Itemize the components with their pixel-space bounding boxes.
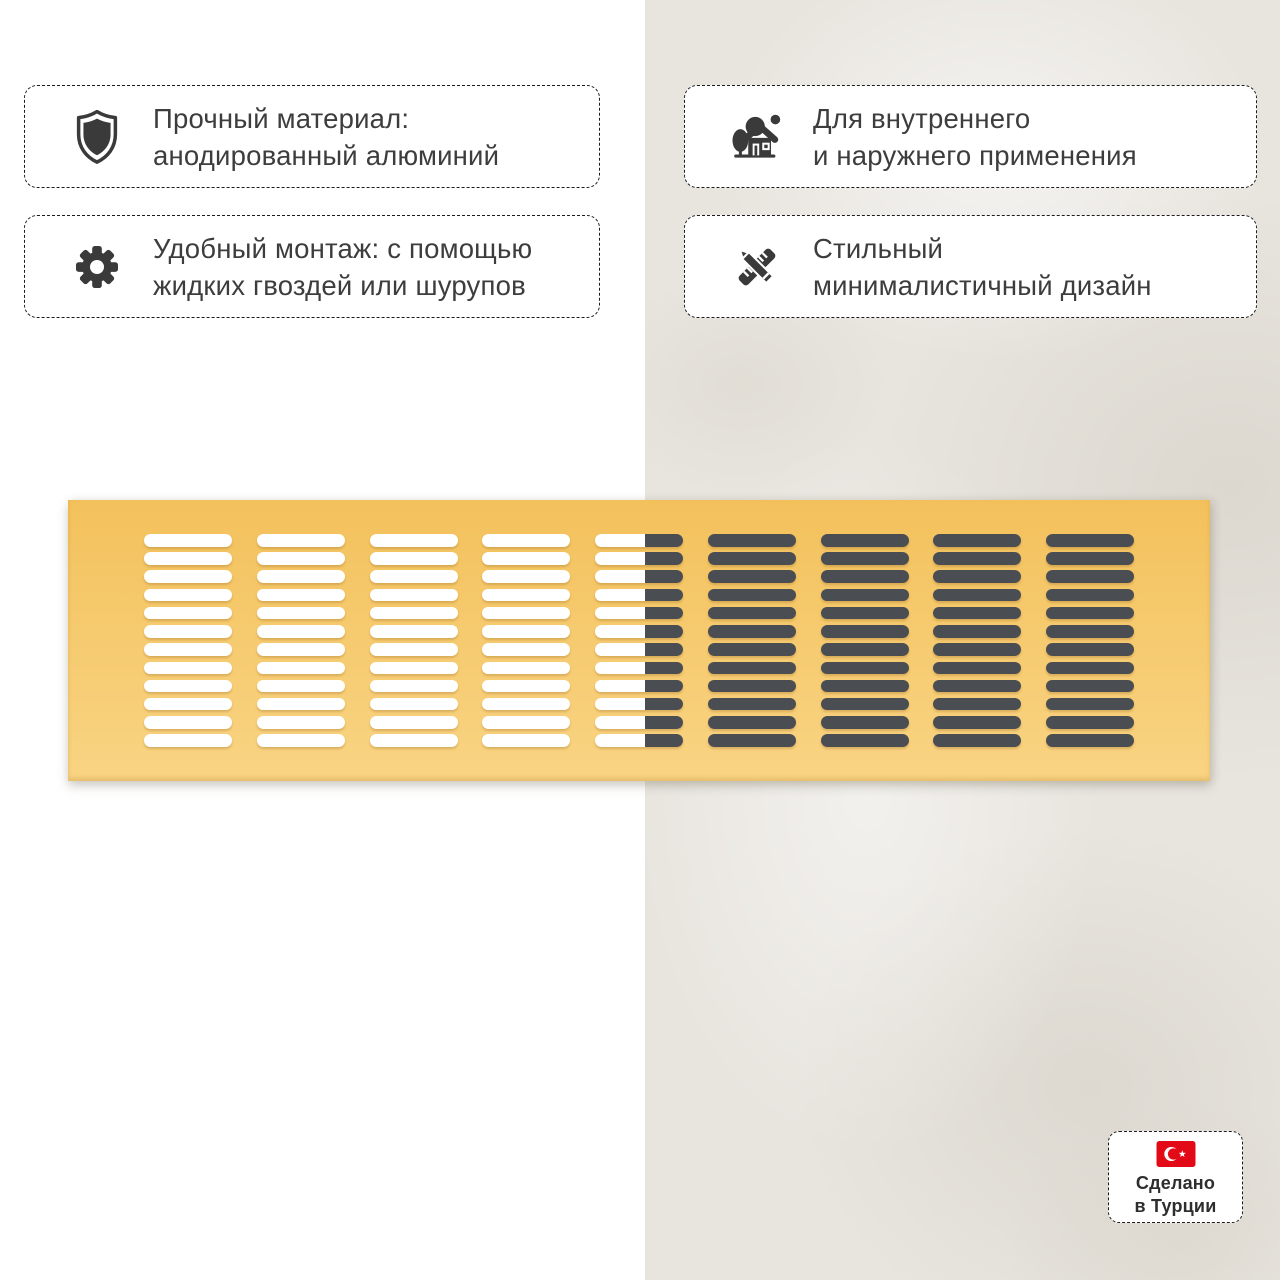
vent-slot [1046, 589, 1134, 602]
feature-text-line: Прочный материал: [153, 102, 410, 134]
vent-slot [370, 698, 458, 711]
vent-slot [144, 607, 232, 620]
slot-row [144, 570, 1134, 583]
vent-slot [708, 534, 796, 547]
vent-slot [482, 698, 570, 711]
vent-slot [708, 662, 796, 675]
slot-row [144, 716, 1134, 729]
turkey-flag-icon [1156, 1141, 1196, 1167]
vent-slot [708, 625, 796, 638]
vent-slot [257, 552, 345, 565]
vent-slot [933, 643, 1021, 656]
vent-slot [482, 625, 570, 638]
vent-slot [370, 625, 458, 638]
vent-slot [708, 734, 796, 747]
feature-text-line: минималистичный дизайн [813, 269, 1152, 301]
vent-slot [144, 716, 232, 729]
vent-slot [257, 607, 345, 620]
vent-slot [595, 589, 683, 602]
ventilation-grille [68, 500, 1210, 781]
vent-slot [482, 552, 570, 565]
vent-slot [1046, 607, 1134, 620]
vent-slot [933, 552, 1021, 565]
vent-slot [1046, 643, 1134, 656]
feature-text-line: Для внутреннего [813, 102, 1031, 134]
vent-slot [370, 643, 458, 656]
vent-slot [595, 698, 683, 711]
vent-slot [708, 570, 796, 583]
vent-slot [370, 662, 458, 675]
vent-slot [144, 589, 232, 602]
vent-slot [708, 680, 796, 693]
slot-row [144, 589, 1134, 602]
pencil-ruler-icon [729, 238, 785, 296]
vent-slot [370, 716, 458, 729]
slot-row [144, 680, 1134, 693]
vent-slot [595, 534, 683, 547]
vent-slot [482, 589, 570, 602]
slot-row [144, 698, 1134, 711]
vent-slot [1046, 570, 1134, 583]
vent-slot [708, 552, 796, 565]
vent-slot [821, 552, 909, 565]
vent-slot [933, 716, 1021, 729]
shield-icon [69, 108, 125, 166]
slot-row [144, 607, 1134, 620]
vent-slot [257, 662, 345, 675]
vent-slot [595, 716, 683, 729]
vent-slot [821, 698, 909, 711]
vent-slot [933, 570, 1021, 583]
vent-slot [144, 680, 232, 693]
vent-slot [257, 716, 345, 729]
vent-slot [821, 625, 909, 638]
house-outdoor-icon [729, 108, 785, 166]
vent-slot [144, 534, 232, 547]
vent-slot [1046, 716, 1134, 729]
vent-slot [370, 734, 458, 747]
vent-slot [370, 680, 458, 693]
vent-slot [257, 570, 345, 583]
vent-slot [257, 589, 345, 602]
vent-slot [708, 589, 796, 602]
vent-slot [257, 680, 345, 693]
slot-row [144, 534, 1134, 547]
vent-slot [595, 680, 683, 693]
feature-text-line: Стильный [813, 232, 944, 264]
vent-slot [595, 607, 683, 620]
vent-slot [821, 662, 909, 675]
vent-slot [821, 716, 909, 729]
vent-slot [370, 589, 458, 602]
feature-box-mounting [24, 215, 600, 318]
vent-slot [1046, 734, 1134, 747]
vent-slot [482, 662, 570, 675]
vent-slot [482, 734, 570, 747]
feature-box-indoor-outdoor [684, 85, 1257, 188]
vent-slot [482, 534, 570, 547]
vent-slot [933, 625, 1021, 638]
vent-slot [595, 643, 683, 656]
feature-text-line: анодированный алюминий [153, 139, 500, 171]
vent-slot [708, 643, 796, 656]
vent-slot [821, 643, 909, 656]
feature-box-material [24, 85, 600, 188]
vent-slot [1046, 680, 1134, 693]
vent-slot [1046, 552, 1134, 565]
vent-slot [595, 570, 683, 583]
vent-slot [1046, 534, 1134, 547]
vent-slot [144, 552, 232, 565]
gear-icon [69, 238, 125, 296]
vent-slot [708, 698, 796, 711]
vent-slot [933, 534, 1021, 547]
vent-slot [482, 570, 570, 583]
badge-text-line: в Турции [1134, 1195, 1217, 1216]
feature-text-line: жидких гвоздей или шурупов [153, 269, 526, 301]
vent-slot [595, 662, 683, 675]
vent-slot [933, 734, 1021, 747]
vent-slot [821, 680, 909, 693]
vent-slot [595, 734, 683, 747]
vent-slot [257, 625, 345, 638]
vent-slot [1046, 698, 1134, 711]
vent-slot [595, 552, 683, 565]
vent-slot [933, 680, 1021, 693]
vent-slot [144, 662, 232, 675]
vent-slot [144, 698, 232, 711]
feature-text-line: Удобный монтаж: с помощью [153, 232, 533, 264]
badge-text-line: Сделано [1135, 1172, 1216, 1193]
vent-slot [1046, 662, 1134, 675]
vent-slot [370, 534, 458, 547]
vent-slot [482, 680, 570, 693]
vent-slot [933, 698, 1021, 711]
made-in-turkey-badge [1108, 1131, 1243, 1223]
vent-slot [370, 570, 458, 583]
vent-slot [708, 607, 796, 620]
vent-slot [595, 625, 683, 638]
vent-slot [370, 552, 458, 565]
vent-slot [1046, 625, 1134, 638]
vent-slot [257, 734, 345, 747]
slot-row [144, 625, 1134, 638]
vent-slot [933, 607, 1021, 620]
vent-slot [821, 607, 909, 620]
vent-slot [144, 625, 232, 638]
vent-slot [933, 662, 1021, 675]
vent-slot [144, 570, 232, 583]
vent-slot [370, 607, 458, 620]
slot-row [144, 662, 1134, 675]
vent-slot [482, 643, 570, 656]
vent-slot [257, 643, 345, 656]
slot-row [144, 734, 1134, 747]
vent-slot [821, 734, 909, 747]
feature-box-design [684, 215, 1257, 318]
feature-text-line: и наружнего применения [813, 139, 1137, 171]
vent-slot [257, 698, 345, 711]
slot-row [144, 643, 1134, 656]
vent-slot [821, 570, 909, 583]
vent-slot [821, 589, 909, 602]
slot-row [144, 552, 1134, 565]
vent-slot [821, 534, 909, 547]
vent-slot [933, 589, 1021, 602]
vent-slot [257, 534, 345, 547]
vent-slot [708, 716, 796, 729]
vent-slot [482, 716, 570, 729]
vent-slot [482, 607, 570, 620]
vent-slot [144, 734, 232, 747]
vent-slot [144, 643, 232, 656]
